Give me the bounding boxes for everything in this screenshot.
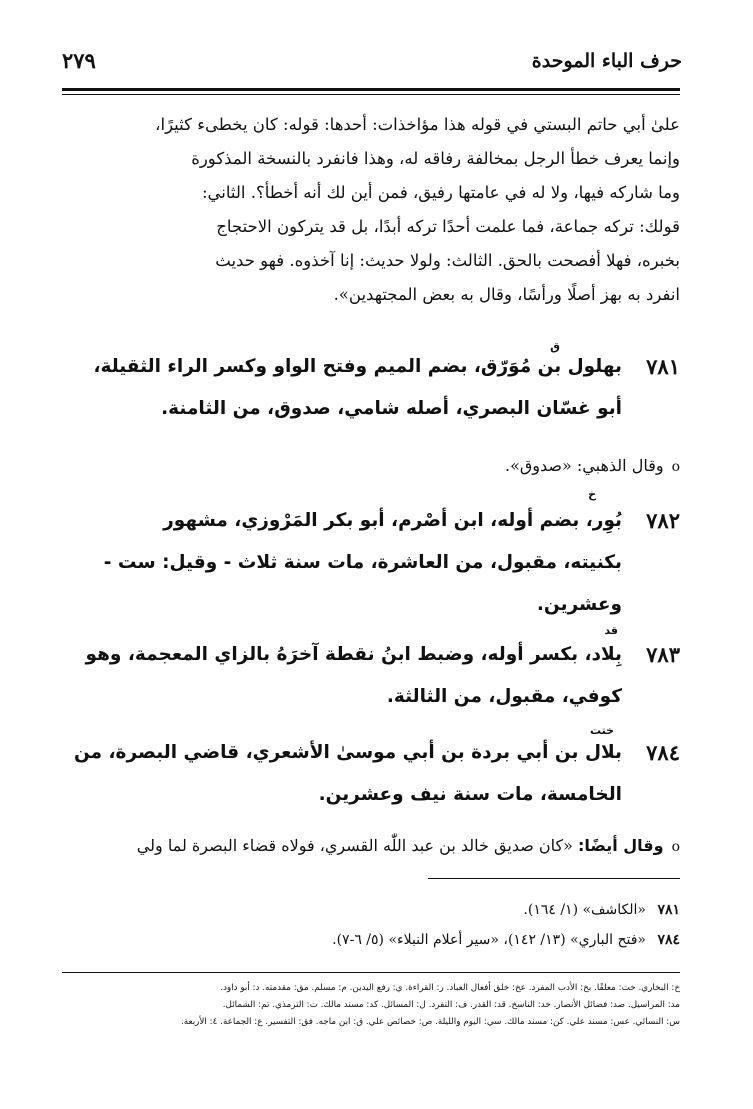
entry-782 — [62, 488, 680, 626]
footnote-separator — [428, 878, 680, 879]
entry-line: بُوِر، بضم أوله، ابن أصْرم، أبو بكر المَرْوزي، مشهور — [163, 510, 622, 531]
transmission-symbol: ق — [550, 340, 560, 353]
entry-line: بِلاد، بكسر أوله، وضبط ابنُ نقطة آخرَهُ بالزاي المعجمة، وهو — [85, 644, 622, 665]
entry-line: الخامسة، مات سنة نيف وعشرين. — [318, 784, 622, 805]
entry-line: بلال بن أبي بردة بن أبي موسىٰ الأشعري، قاضي البصرة، من — [73, 742, 622, 763]
entry-line: وعشرين. — [536, 594, 622, 615]
commentary-line: وما شاركه فيها، ولا له في عامتها رفيق، فمن أين لك أنه أخطأ؟. الثاني: — [201, 183, 680, 202]
abbreviation-line: خ: البخاري. خت: معلقًا. بخ: الأدب المفرد. عخ: خلق أفعال العباد. ر: القراءة. ي: رفع اليدين. م: مسلم. مق: مقدمته. د: أبو داود. — [220, 983, 680, 993]
also-note — [62, 836, 680, 855]
transmission-symbol: قد — [604, 624, 618, 637]
footnote — [140, 902, 680, 918]
abbreviations-key — [62, 980, 680, 1031]
entry-line: أبو غسّان البصري، أصله شامي، صدوق، من الثامنة. — [161, 398, 622, 419]
entry-line: كوفي، مقبول، من الثالثة. — [386, 686, 622, 707]
transmission-symbol: ختت — [589, 724, 614, 737]
entry-line: بكنيته، مقبول، من العاشرة، مات سنة ثلاث - وقيل: ست - — [103, 552, 622, 573]
entry-body — [62, 634, 622, 718]
entry-body — [62, 346, 622, 430]
chapter-title: حرف الباء الموحدة — [531, 50, 682, 72]
entry-number: ٧٨٣ — [646, 642, 680, 667]
note-text: «كان صديق خالد بن عبد اللّٰه القسري، فولاه قضاء البصرة لما ولي — [136, 836, 573, 855]
entry-number: ٧٨١ — [646, 354, 680, 379]
entry-781 — [62, 340, 680, 430]
note-text: وقال الذهبي: «صدوق». — [505, 456, 664, 475]
entry-number: ٧٨٤ — [646, 740, 680, 765]
commentary-line: وإنما يعرف خطأ الرجل بمخالفة رفاقه له، وهذا فانفرد بالنسخة المذكورة — [191, 149, 680, 168]
entry-body — [62, 732, 622, 816]
footnote-number: ٧٨٤ — [657, 932, 680, 948]
commentary-line: علىٰ أبي حاتم البستي في قوله هذا مؤاخذات: أحدها: قوله: كان يخطىء كثيرًا، — [155, 115, 680, 134]
abbreviation-line: مد: المراسيل. صد: فضائل الأنصار. خد: الناسخ. قد: القدر. ف: التفرد. ل: المسائل. كد: مسند مالك. ت: الترمذي. تم: الشمائل. — [222, 1000, 680, 1010]
footnote — [140, 932, 680, 948]
entry-783 — [62, 624, 680, 718]
commentary-line: انفرد به بهز أصلًا ورأسًا، وقال به بعض المجتهدين». — [333, 285, 680, 304]
header-rule-thin — [62, 94, 680, 95]
bullet-icon: o — [671, 839, 680, 855]
header-rule-thick — [62, 88, 680, 91]
entry-number: ٧٨٢ — [646, 508, 680, 533]
abbreviation-line: س: النسائي. عس: مسند علي. كن: مسند مالك. سي: اليوم والليلة. ص: خصائص علي. ق: ابن ماجه. فق: التفسير. ع: الجماعة. ٤: الأربعة. — [180, 1017, 680, 1027]
abbreviations-rule — [62, 972, 680, 973]
quoted-commentary — [62, 108, 680, 312]
page-number: ٢٧٩ — [62, 48, 96, 73]
commentary-line: بخبره، فهلا أفصحت بالحق. الثالث: ولولا حديث: إنا آخذوه. فهو حديث — [215, 251, 680, 270]
page-header — [62, 44, 682, 84]
entry-body — [62, 500, 622, 626]
transmission-symbol: خ — [588, 488, 596, 501]
entry-784 — [62, 724, 680, 816]
footnote-text: «فتح الباري» (١٣/ ١٤٢)، «سير أعلام النبلاء» (٥/ ٦-٧). — [332, 932, 646, 948]
bullet-icon: o — [671, 459, 680, 475]
footnote-number: ٧٨١ — [657, 902, 680, 918]
footnote-text: «الكاشف» (١/ ١٦٤). — [523, 902, 646, 918]
commentary-line: قولك: تركه جماعة، فما علمت أحدًا تركه أبدًا، بل قد يتركون الاحتجاج — [216, 217, 680, 236]
entry-line: بهلول بن مُوَرّق، بضم الميم وفتح الواو وكسر الراء الثقيلة، — [93, 356, 622, 377]
note-lead: وقال أيضًا: — [578, 836, 664, 855]
dhahabi-note — [62, 456, 680, 475]
